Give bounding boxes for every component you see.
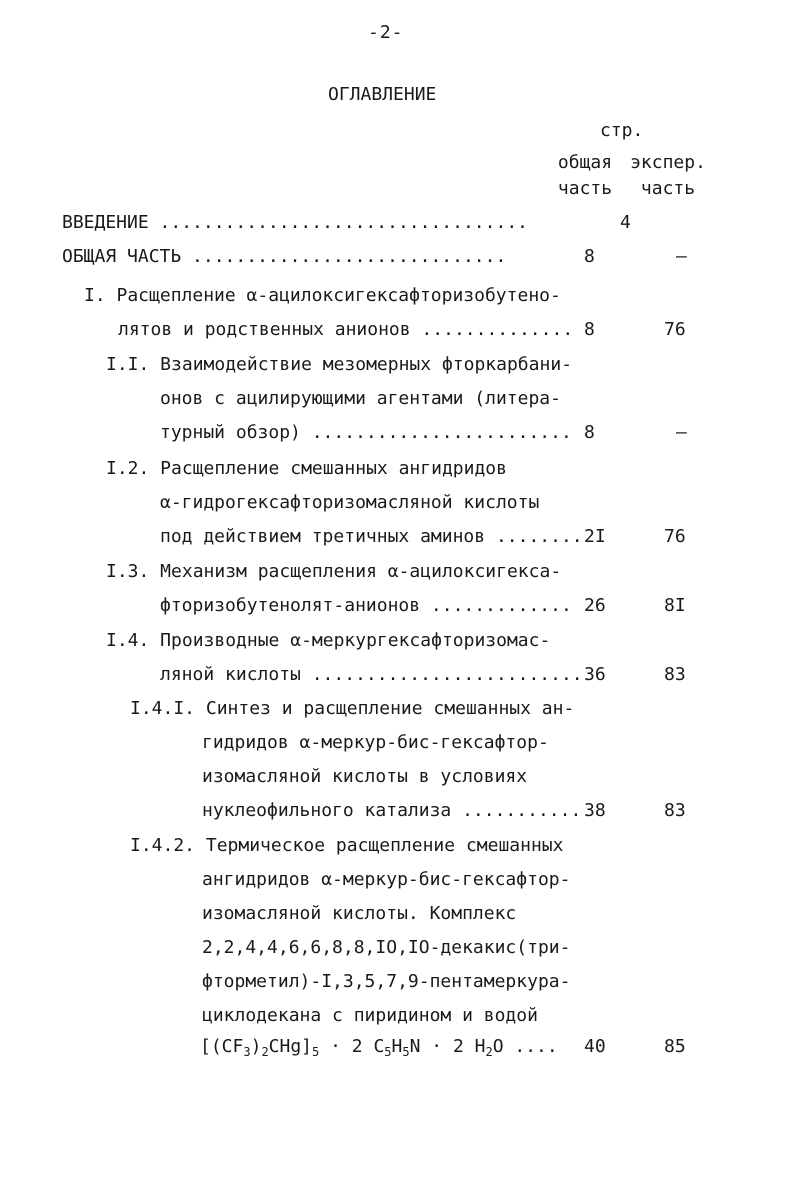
toc-entry [0, 694, 792, 724]
toc-entry-text: изомасляной кислоты в условиях [202, 766, 528, 787]
toc-entry-text: I.I. Взаимодействие мезомерных фторкарбани- [106, 354, 572, 375]
general-page: 40 [584, 1036, 606, 1057]
formula-part: O .... [492, 1036, 558, 1057]
toc-entry-text: I.4.2. Термическое расщепление смешанных [130, 835, 564, 856]
general-page: 36 [584, 664, 606, 685]
toc-entry-text: 2,2,4,4,6,6,8,8,IO,IO-декакис(три- [202, 937, 571, 958]
toc-entry-text: ляной кислоты ......................... [160, 664, 583, 685]
toc-entry-text: фторизобутенолят-анионов ............. [160, 595, 572, 616]
toc-entry-text: ОБЩАЯ ЧАСТЬ ............................. [62, 246, 507, 267]
formula-sub: 5 [402, 1045, 410, 1059]
toc-heading: ОГЛАВЛЕНИЕ [328, 84, 437, 105]
exp-page: 76 [664, 526, 686, 547]
toc-entry [0, 1001, 792, 1031]
toc-entry-text: ангидридов α-меркур-бис-гексафтор- [202, 869, 571, 890]
page-column-label: стр. [600, 120, 644, 141]
toc-entry [0, 557, 792, 587]
toc-entry-text: I. Расщепление α-ацилоксигексафторизобутено- [84, 285, 561, 306]
general-page: 26 [584, 595, 606, 616]
toc-entry-text: I.3. Механизм расщепления α-ацилоксигекса- [106, 561, 562, 582]
general-page: 8 [584, 246, 595, 267]
general-header-line1: общая [557, 152, 613, 173]
toc-entry [0, 281, 792, 311]
toc-entry [0, 384, 792, 414]
exp-header-line2: часть [640, 178, 696, 199]
toc-entry [0, 350, 792, 380]
toc-entry-text: турный обзор) ........................ [160, 422, 572, 443]
toc-entry-text: нуклеофильного катализа ........... [202, 800, 582, 821]
toc-entry-text: I.2. Расщепление смешанных ангидридов [106, 458, 507, 479]
toc-entry [0, 626, 792, 656]
toc-formula-line [200, 1032, 720, 1062]
exp-page: – [676, 422, 687, 443]
toc-entry [0, 762, 792, 792]
exp-page: – [676, 246, 687, 267]
exp-page: 83 [664, 800, 686, 821]
toc-entry [0, 865, 792, 895]
toc-entry [0, 522, 792, 552]
formula-text [200, 1032, 558, 1067]
toc-entry-text: лятов и родственных анионов .............. [118, 319, 574, 340]
toc-entry [0, 454, 792, 484]
toc-entry [0, 488, 792, 518]
toc-entry [0, 591, 792, 621]
formula-sub: 3 [243, 1045, 251, 1059]
toc-entry [0, 933, 792, 963]
toc-entry-text: α-гидрогексафторизомасляной кислоты [160, 492, 540, 513]
toc-entry-text: изомасляной кислоты. Комплекс [202, 903, 517, 924]
toc-entry [0, 660, 792, 690]
toc-entry [0, 967, 792, 997]
toc-entry-text: I.4. Производные α-меркургексафторизомас- [106, 630, 551, 651]
toc-entry-text: ВВЕДЕНИЕ .................................. [62, 212, 528, 233]
general-page: 4 [620, 212, 631, 233]
exp-page: 76 [664, 319, 686, 340]
formula-part: CHg] [268, 1036, 313, 1057]
formula-sub: 5 [384, 1045, 392, 1059]
formula-part: [(CF [200, 1036, 244, 1057]
formula-sub: 2 [485, 1045, 493, 1059]
general-part-header [552, 150, 618, 202]
general-header-line2: часть [557, 178, 613, 199]
toc-entry [0, 315, 792, 345]
general-page: 2I [584, 526, 606, 547]
formula-part: ) [250, 1036, 262, 1057]
formula-part: N · 2 H [409, 1036, 486, 1057]
toc-entry [0, 418, 792, 448]
general-page: 38 [584, 800, 606, 821]
toc-entry [0, 831, 792, 861]
exp-page: 85 [664, 1036, 686, 1057]
toc-entry-text: фторметил)-I,3,5,7,9-пентамеркура- [202, 971, 571, 992]
toc-entry [0, 242, 792, 272]
formula-part: · 2 C [319, 1036, 385, 1057]
exp-header-line1: экспер. [630, 152, 706, 173]
toc-entry-text: онов с ацилирующими агентами (литера- [160, 388, 561, 409]
experimental-part-header [628, 150, 708, 202]
toc-entry-text: гидридов α-меркур-бис-гексафтор- [202, 732, 549, 753]
general-page: 8 [584, 422, 595, 443]
exp-page: 83 [664, 664, 686, 685]
toc-entry [0, 728, 792, 758]
toc-entry-text: I.4.I. Синтез и расщепление смешанных ан- [130, 698, 575, 719]
exp-page: 8I [664, 595, 686, 616]
toc-entry [0, 796, 792, 826]
formula-sub: 5 [312, 1045, 320, 1059]
toc-entry [0, 208, 792, 238]
toc-entry [0, 899, 792, 929]
general-page: 8 [584, 319, 595, 340]
formula-sub: 2 [261, 1045, 269, 1059]
toc-entry-text: циклодекана с пиридином и водой [202, 1005, 538, 1026]
formula-part: H [391, 1036, 403, 1057]
toc-entry-text: под действием третичных аминов ........ [160, 526, 583, 547]
page-number: -2- [368, 22, 404, 43]
